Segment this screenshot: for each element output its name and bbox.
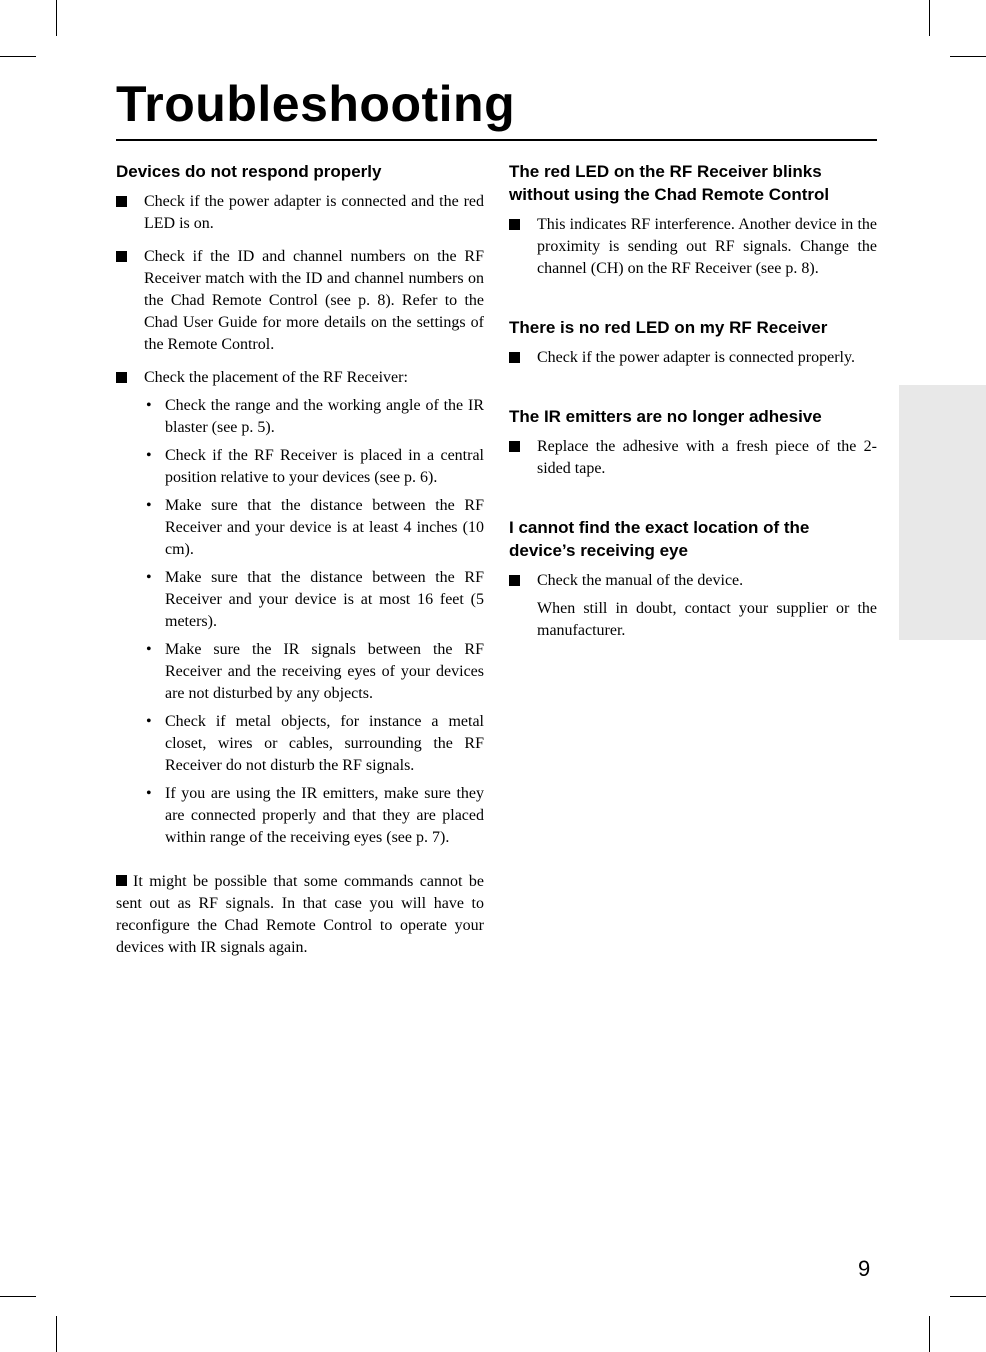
check-note: When still in doubt, contact your supplier or the manufacturer. [537, 600, 877, 639]
bullet-item: • If you are using the IR emitters, make sure they are connected properly and that they are placed within range of the receiving eyes (see p. 7). [146, 785, 484, 846]
bullet-icon: • [146, 569, 152, 586]
crop-mark [56, 1316, 57, 1352]
crop-mark [950, 56, 986, 57]
square-bullet-icon [509, 441, 520, 452]
left-column [116, 160, 484, 970]
square-bullet-icon [116, 372, 127, 383]
title-rule [116, 139, 877, 141]
section-heading: I cannot find the exact location of the device’s receiving eye [509, 518, 810, 560]
square-bullet-icon [116, 196, 127, 207]
section-heading: The red LED on the RF Receiver blinks without using the Chad Remote Control [509, 162, 830, 204]
page-title: Troubleshooting [116, 76, 516, 132]
check-item: This indicates RF interference. Another device in the proximity is sending out RF signals. Change the channel (CH) on the RF Receiver (see p. 8). [509, 214, 877, 280]
crop-mark [0, 1296, 36, 1297]
crop-mark [929, 0, 930, 36]
bullet-item: • Check if the RF Receiver is placed in a central position relative to your devices (see p. 6). [146, 447, 484, 486]
page-number: 9 [858, 1256, 871, 1281]
bullet-item: • Check the range and the working angle of the IR blaster (see p. 5). [146, 397, 484, 436]
crop-mark [929, 1316, 930, 1352]
bullet-icon: • [146, 785, 152, 802]
bullet-icon: • [146, 641, 152, 658]
square-bullet-icon [509, 219, 520, 230]
check-item: Check the placement of the RF Receiver: [116, 367, 484, 389]
closing-note: It might be possible that some commands cannot be sent out as RF signals. In that case you will have to reconfigure the Chad Remote Control to operate your devices with IR signals again. [116, 873, 484, 956]
check-item: Replace the adhesive with a fresh piece of the 2-sided tape. [509, 436, 877, 480]
section-heading: Devices do not respond properly [116, 162, 382, 181]
bullet-item: • Make sure the IR signals between the RF Receiver and the receiving eyes of your devices are not disturbed by any objects. [146, 641, 484, 702]
check-item: Check if the ID and channel numbers on the RF Receiver match with the ID and channel numbers on the Chad Remote Control (see p. 8). Refer to the Chad User Guide for more details on the settings of the Remote Control. [116, 246, 484, 356]
check-item: Check the manual of the device. [509, 570, 877, 592]
square-bullet-icon [509, 575, 520, 586]
bullet-icon: • [146, 447, 152, 464]
right-column [509, 160, 877, 653]
square-bullet-icon [116, 251, 127, 262]
section-heading: There is no red LED on my RF Receiver [509, 318, 828, 337]
bullet-item: • Make sure that the distance between the RF Receiver and your device is at most 16 feet (5 meters). [146, 569, 484, 630]
square-bullet-icon [116, 875, 127, 886]
bullet-icon: • [146, 397, 152, 414]
crop-mark [56, 0, 57, 36]
check-item: Check if the power adapter is connected properly. [509, 347, 877, 369]
crop-mark [950, 1296, 986, 1297]
section-tab [899, 385, 986, 640]
bullet-icon: • [146, 497, 152, 514]
bullet-icon: • [146, 713, 152, 730]
bullet-item: • Check if metal objects, for instance a metal closet, wires or cables, surrounding the RF Receiver do not disturb the RF signals. [146, 713, 484, 774]
check-item: Check if the power adapter is connected and the red LED is on. [116, 191, 484, 235]
square-bullet-icon [509, 352, 520, 363]
crop-mark [0, 56, 36, 57]
bullet-item: • Make sure that the distance between the RF Receiver and your device is at least 4 inches (10 cm). [146, 497, 484, 558]
section-heading: The IR emitters are no longer adhesive [509, 407, 822, 426]
